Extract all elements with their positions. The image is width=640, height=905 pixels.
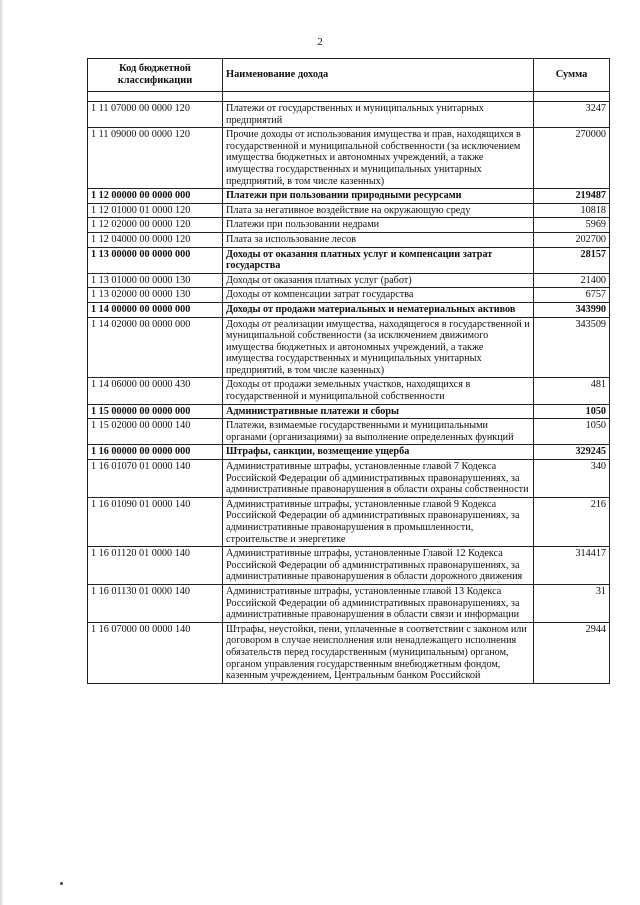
code-cell: 1 15 00000 00 0000 000: [88, 404, 223, 419]
table-row: [88, 273, 610, 288]
sum-cell: 329245: [534, 445, 610, 460]
table-row: [88, 497, 610, 546]
code-cell: 1 16 07000 00 0000 140: [88, 622, 223, 683]
name-cell: Платежи от государственных и муниципальных унитарных предприятий: [223, 102, 534, 128]
table-row: [88, 584, 610, 622]
name-cell: Плата за использование лесов: [223, 232, 534, 247]
code-cell: 1 16 01120 01 0000 140: [88, 547, 223, 585]
table-row: [88, 445, 610, 460]
sum-cell: 3247: [534, 102, 610, 128]
name-cell: Платежи при пользовании недрами: [223, 218, 534, 233]
sum-cell: 28157: [534, 247, 610, 273]
sum-cell: 314417: [534, 547, 610, 585]
name-cell: Административные штрафы, установленные главой 9 Кодекса Российской Федерации об административных правонарушениях, за административные правонарушения в промышленности, строительстве и энергетике: [223, 497, 534, 546]
sum-cell: 270000: [534, 128, 610, 189]
table-row: [88, 547, 610, 585]
code-cell: 1 13 01000 00 0000 130: [88, 273, 223, 288]
table-row: [88, 622, 610, 683]
header-sum: Сумма: [534, 59, 610, 92]
name-cell: Платежи, взимаемые государственными и муниципальными органами (организациями) за выполнение определенных функций: [223, 419, 534, 445]
name-cell: Доходы от продажи земельных участков, находящихся в государственной и муниципальной собственности: [223, 378, 534, 404]
name-cell: Административные штрафы, установленные Главой 12 Кодекса Российской Федерации об административных правонарушениях, за административные правонарушения в области дорожного движения: [223, 547, 534, 585]
name-cell: Платежи при пользовании природными ресурсами: [223, 189, 534, 204]
revenue-table: [87, 58, 610, 684]
name-cell: Плата за негативное воздействие на окружающую среду: [223, 203, 534, 218]
sum-cell: 21400: [534, 273, 610, 288]
table-row: [88, 404, 610, 419]
sum-cell: 202700: [534, 232, 610, 247]
table-row: [88, 288, 610, 303]
table-row: [88, 203, 610, 218]
name-cell: Доходы от реализации имущества, находящегося в государственной и муниципальной собственности (за исключением движимого имущества бюджетных и автономных учреждений, а также имущества государственных и муниципальных унитарных предприятий, в том числе казенных): [223, 317, 534, 378]
name-cell: Доходы от оказания платных услуг и компенсации затрат государства: [223, 247, 534, 273]
code-cell: 1 11 09000 00 0000 120: [88, 128, 223, 189]
sum-cell: 6757: [534, 288, 610, 303]
sum-cell: 1050: [534, 419, 610, 445]
sum-cell: 343509: [534, 317, 610, 378]
sum-cell: 343990: [534, 302, 610, 317]
name-cell: Штрафы, неустойки, пени, уплаченные в соответствии с законом или договором в случае неисполнения или ненадлежащего исполнения обязательств перед государственным (муниципальным) органом, органом управления государственным внебюджетным фондом, казенным учреждением, Центральным банком Российской: [223, 622, 534, 683]
sum-cell: 5969: [534, 218, 610, 233]
sum-cell: 2944: [534, 622, 610, 683]
table-row: [88, 102, 610, 128]
table-row: [88, 317, 610, 378]
name-cell: Доходы от продажи материальных и нематериальных активов: [223, 302, 534, 317]
sum-cell: 481: [534, 378, 610, 404]
spacer-cell: [534, 92, 610, 102]
code-cell: 1 13 00000 00 0000 000: [88, 247, 223, 273]
code-cell: 1 16 00000 00 0000 000: [88, 445, 223, 460]
header-spacer-row: [88, 92, 610, 102]
header-name: Наименование дохода: [223, 59, 534, 92]
sum-cell: 1050: [534, 404, 610, 419]
sum-cell: 216: [534, 497, 610, 546]
code-cell: 1 12 00000 00 0000 000: [88, 189, 223, 204]
spacer-cell: [88, 92, 223, 102]
table-header-row: [88, 59, 610, 92]
table-row: [88, 378, 610, 404]
code-cell: 1 16 01070 01 0000 140: [88, 460, 223, 498]
code-cell: 1 15 02000 00 0000 140: [88, 419, 223, 445]
code-cell: 1 14 06000 00 0000 430: [88, 378, 223, 404]
table-body: [88, 102, 610, 684]
code-cell: 1 16 01090 01 0000 140: [88, 497, 223, 546]
name-cell: Доходы от компенсации затрат государства: [223, 288, 534, 303]
code-cell: 1 14 00000 00 0000 000: [88, 302, 223, 317]
table-row: [88, 419, 610, 445]
sum-cell: 340: [534, 460, 610, 498]
code-cell: 1 12 02000 00 0000 120: [88, 218, 223, 233]
sum-cell: 10818: [534, 203, 610, 218]
table-row: [88, 232, 610, 247]
name-cell: Штрафы, санкции, возмещение ущерба: [223, 445, 534, 460]
scan-speck: [60, 882, 63, 885]
sum-cell: 219487: [534, 189, 610, 204]
table-row: [88, 189, 610, 204]
table-row: [88, 128, 610, 189]
spacer-cell: [223, 92, 534, 102]
scan-edge: [0, 0, 4, 905]
code-cell: 1 16 01130 01 0000 140: [88, 584, 223, 622]
table-row: [88, 218, 610, 233]
name-cell: Прочие доходы от использования имущества и прав, находящихся в государственной и муниципальной собственности (за исключением имущества бюджетных и автономных учреждений, а также имущества государственных и муниципальных унитарных предприятий, в том числе казенных): [223, 128, 534, 189]
table-row: [88, 460, 610, 498]
header-code: Код бюджетной классификации: [88, 59, 223, 92]
table-row: [88, 302, 610, 317]
code-cell: 1 11 07000 00 0000 120: [88, 102, 223, 128]
code-cell: 1 14 02000 00 0000 000: [88, 317, 223, 378]
name-cell: Административные платежи и сборы: [223, 404, 534, 419]
name-cell: Административные штрафы, установленные главой 13 Кодекса Российской Федерации об административных правонарушениях, за административные правонарушения в области связи и информации: [223, 584, 534, 622]
code-cell: 1 12 04000 00 0000 120: [88, 232, 223, 247]
name-cell: Доходы от оказания платных услуг (работ): [223, 273, 534, 288]
name-cell: Административные штрафы, установленные главой 7 Кодекса Российской Федерации об административных правонарушениях, за административные правонарушения в области охраны собственности: [223, 460, 534, 498]
sum-cell: 31: [534, 584, 610, 622]
code-cell: 1 13 02000 00 0000 130: [88, 288, 223, 303]
page-number: 2: [317, 36, 323, 48]
table-row: [88, 247, 610, 273]
code-cell: 1 12 01000 01 0000 120: [88, 203, 223, 218]
